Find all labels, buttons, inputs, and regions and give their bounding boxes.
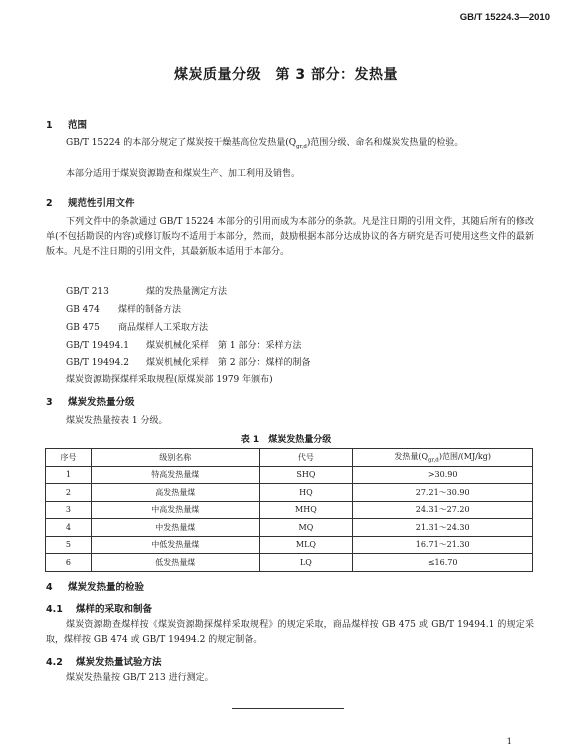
section-title: 煤炭发热量的检验 (68, 582, 145, 593)
section-4-1-heading (46, 601, 152, 615)
table-cell: LQ (259, 554, 353, 572)
header-cell: 序号 (46, 449, 92, 467)
reference-item (66, 355, 310, 368)
section-1-paragraph-1 (46, 136, 534, 155)
table-cell: 中高发热量煤 (91, 501, 259, 519)
reference-code: GB/T 213 (66, 287, 109, 297)
section-title: 煤炭发热量试验方法 (76, 657, 162, 668)
standard-number: GB/T 15224.3—2010 (459, 12, 550, 23)
table-row (46, 536, 533, 554)
table-header-row (46, 449, 533, 467)
page-number: 1 (506, 737, 512, 747)
reference-item (66, 302, 181, 315)
section-title: 煤炭发热量分级 (68, 397, 135, 408)
table-cell: 1 (46, 466, 92, 484)
section-number: 4 (46, 582, 53, 593)
section-1-heading (46, 117, 87, 131)
table-cell: 27.21～30.90 (353, 484, 533, 502)
section-number: 3 (46, 397, 53, 408)
table-cell: 高发热量煤 (91, 484, 259, 502)
reference-item (66, 372, 273, 385)
section-3-heading (46, 394, 135, 408)
text-run: )范围/(MJ/kg) (438, 451, 491, 461)
reference-code: GB 474 (66, 305, 100, 315)
reference-name: 煤炭资源勘探煤样采取规程(原煤炭部 1979 年颁布) (66, 375, 273, 385)
table-cell: HQ (259, 484, 353, 502)
section-number: 4.1 (46, 604, 63, 615)
reference-code: GB/T 19494.2 (66, 358, 129, 368)
end-rule (232, 708, 344, 709)
table-cell: MHQ (259, 501, 353, 519)
reference-name: 煤炭机械化采样 第 2 部分：煤样的制备 (146, 358, 311, 368)
table-caption: 表 1 煤炭发热量分级 (240, 435, 332, 445)
section-title: 范围 (68, 120, 88, 131)
table-cell: MQ (259, 519, 353, 537)
section-title: 煤样的采取和制备 (76, 604, 153, 615)
table-cell: 中发热量煤 (91, 519, 259, 537)
table-cell: ≤16.70 (353, 554, 533, 572)
table-cell: SHQ (259, 466, 353, 484)
table-row (46, 519, 533, 537)
table-cell: 2 (46, 484, 92, 502)
reference-name: 煤样的制备方法 (118, 305, 182, 315)
reference-item (66, 320, 208, 333)
section-4-2-paragraph: 煤炭发热量按 GB/T 213 进行测定。 (66, 673, 214, 683)
section-4-2-heading (46, 654, 162, 668)
reference-code: GB 475 (66, 323, 100, 333)
document-title: 煤炭质量分级 第 3 部分：发热量 (174, 67, 398, 83)
table-cell: 4 (46, 519, 92, 537)
table-cell: 24.31～27.20 (353, 501, 533, 519)
section-number: 2 (46, 198, 53, 209)
reference-name: 煤炭机械化采样 第 1 部分：采样方法 (146, 341, 302, 351)
section-number: 4.2 (46, 657, 63, 668)
table-row (46, 484, 533, 502)
table-cell: 6 (46, 554, 92, 572)
section-2-paragraph-1: 下列文件中的条款通过 GB/T 15224 本部分的引用而成为本部分的条款。凡是注日期的引用文件，其随后所有的修改单(不包括勘误的内容)或修订版均不适用于本部分，然而，鼓励根据本部分达成协议的各方研究是否可使用这些文件的最新版本。凡是不注日期的引用文件，其最新版本适用于本部分。 (46, 217, 534, 257)
heat-value-grade-table (45, 448, 533, 572)
section-1-paragraph-2: 本部分适用于煤炭资源勘查和煤炭生产、加工利用及销售。 (66, 169, 301, 179)
reference-item (66, 284, 227, 297)
text-run: 发热量(Q (394, 451, 429, 461)
table-row (46, 554, 533, 572)
reference-item (66, 338, 301, 351)
table-row (46, 466, 533, 484)
section-4-1-paragraph: 煤炭资源勘查煤样按《煤炭资源勘探煤样采取规程》的规定采取，商品煤样按 GB 475 或 GB/T 19494.1 的规定采取，煤样按 GB 474 或 GB/T 19494.2 的规定制备。 (46, 620, 534, 645)
table-cell: >30.90 (353, 466, 533, 484)
section-2-heading (46, 195, 135, 209)
table-cell: 中低发热量煤 (91, 536, 259, 554)
reference-name: 商品煤样人工采取方法 (118, 323, 209, 333)
subscript: gr,d (296, 143, 307, 150)
text-run: )范围分级、命名和煤炭发热量的检验。 (306, 138, 464, 148)
header-cell (353, 449, 533, 467)
table-cell: 21.31～24.30 (353, 519, 533, 537)
reference-code: GB/T 19494.1 (66, 341, 129, 351)
subscript: gr,d (428, 457, 439, 464)
text-run: GB/T 15224 的本部分规定了煤炭按干燥基高位发热量(Q (66, 138, 297, 148)
section-3-paragraph-1: 煤炭发热量按表 1 分级。 (66, 416, 168, 426)
table-cell: MLQ (259, 536, 353, 554)
reference-name: 煤的发热量测定方法 (146, 287, 228, 297)
section-4-heading (46, 579, 144, 593)
table-cell: 低发热量煤 (91, 554, 259, 572)
header-cell: 代号 (259, 449, 353, 467)
header-cell: 级别名称 (91, 449, 259, 467)
table-row (46, 501, 533, 519)
section-title: 规范性引用文件 (68, 198, 135, 209)
table-cell: 3 (46, 501, 92, 519)
table-cell: 特高发热量煤 (91, 466, 259, 484)
table-cell: 5 (46, 536, 92, 554)
section-number: 1 (46, 120, 53, 131)
table-cell: 16.71～21.30 (353, 536, 533, 554)
